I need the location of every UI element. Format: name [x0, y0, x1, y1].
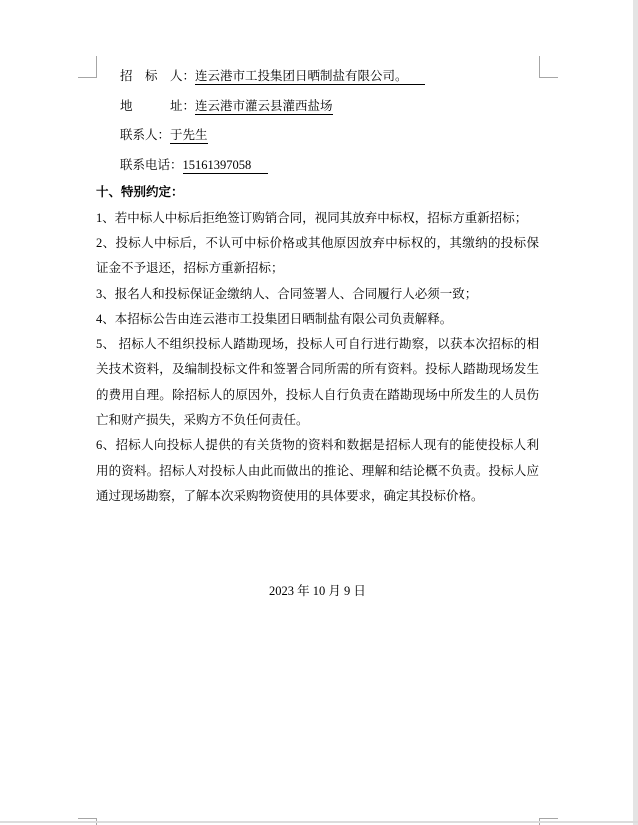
clause-6: 6、招标人向投标人提供的有关货物的资料和数据是招标人现有的能使投标人利用的资料。招标人对投标人由此而做出的推论、理解和结论概不负责。投标人应通过现场勘察，了解本次采购物资使用的具体要求，确定其投标价格。: [96, 438, 539, 503]
contact-line-bidder: [120, 62, 539, 92]
contact-line-address: [120, 92, 539, 122]
clause-3: 3、报名人和投标保证金缴纳人、合同签署人、合同履行人必须一致；: [96, 286, 478, 301]
page-edge-right: [633, 0, 638, 825]
clause-5: 5、 招标人不组织投标人踏勘现场，投标人可自行进行勘察，以获本次招标的相关技术资料，及编制投标文件和签署合同所需的所有资料。投标人踏勘现场发生的费用自理。除招标人的原因外，投标人自行负责在踏勘现场中所发生的人员伤亡和财产损失，采购方不负任何责任。: [96, 337, 539, 428]
date-line: 2023 年 10 月 9 日: [269, 584, 366, 599]
crop-mark-top-right-icon: [539, 56, 558, 78]
phone-value: 15161397058: [183, 158, 269, 174]
contact-person-value: 于先生: [170, 128, 208, 143]
contact-line-person: [120, 121, 539, 151]
contact-block: [96, 62, 539, 180]
address-label: 地 址：: [120, 98, 196, 113]
bidder-value: 连云港市工投集团日晒制盐有限公司。: [195, 69, 425, 85]
page-edge-bottom: [0, 821, 638, 823]
bidder-label: 招 标 人：: [120, 69, 196, 83]
document-body: [96, 62, 539, 605]
clause-4: 4、本招标公告由连云港市工投集团日晒制盐有限公司负责解释。: [96, 311, 453, 326]
section-heading: 十、特别约定：: [96, 185, 184, 200]
phone-label: 联系电话：: [120, 157, 183, 172]
address-value: 连云港市灌云县灌西盐场: [195, 98, 333, 113]
clause-1: 1、若中标人中标后拒绝签订购销合同，视同其放弃中标权，招标方重新招标；: [96, 210, 528, 225]
contact-line-phone: [120, 151, 539, 181]
contact-person-label: 联系人：: [120, 128, 171, 143]
crop-mark-top-left-icon: [78, 56, 97, 78]
clause-2: 2、投标人中标后，不认可中标价格或其他原因放弃中标权的，其缴纳的投标保证金不予退还，招标方重新招标；: [96, 235, 539, 276]
